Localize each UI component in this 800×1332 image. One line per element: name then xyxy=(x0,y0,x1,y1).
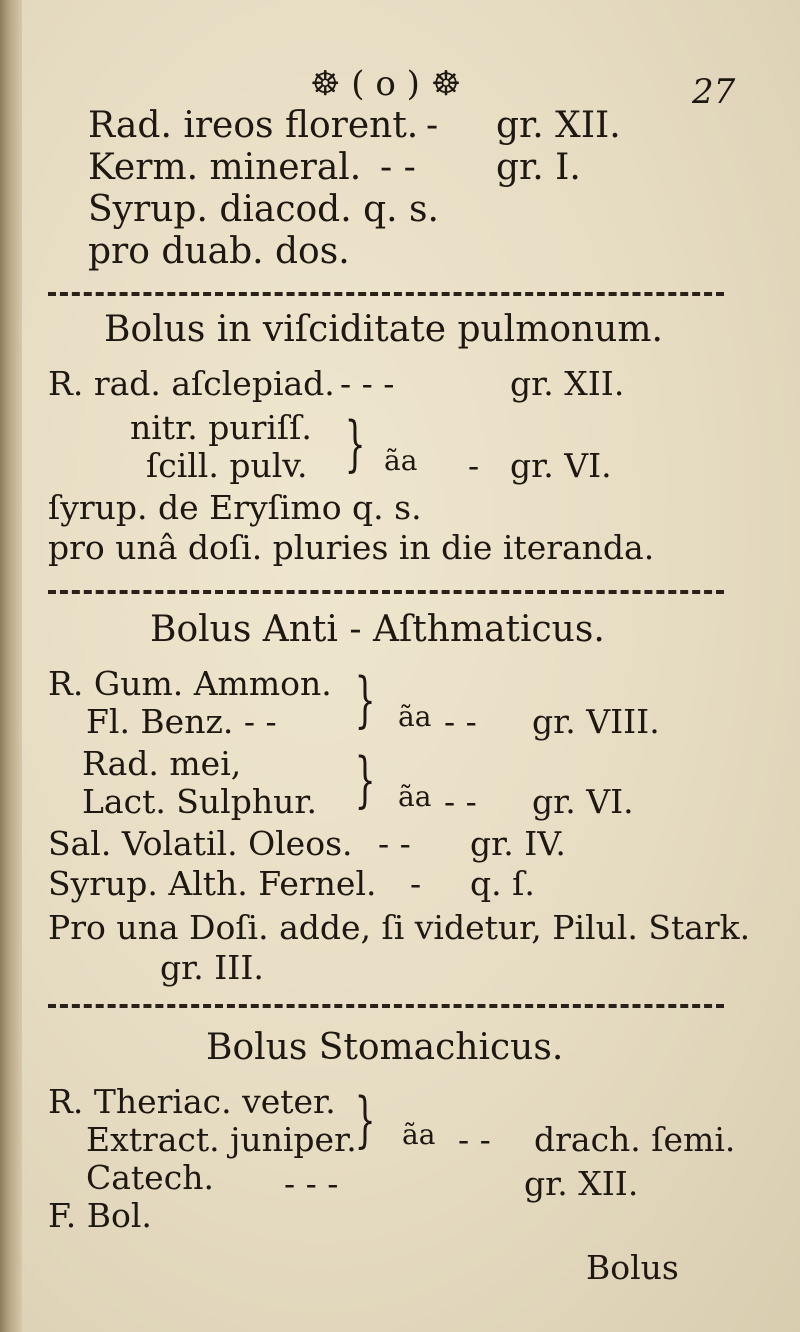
dose-value: gr. XII. xyxy=(496,105,621,146)
recipe-line: R. Theriac. veter. xyxy=(48,1082,336,1121)
dose-dash: - - - xyxy=(340,364,395,403)
dose-value: gr. XII. xyxy=(524,1164,639,1203)
recipe-line: Rad. ireos florent. xyxy=(88,105,419,146)
catchword: Bolus xyxy=(586,1248,679,1287)
recipe-line: Syrup. diacod. q. s. xyxy=(88,189,439,230)
recipe-line: pro unâ doſi. pluries in die iteranda. xyxy=(48,528,655,567)
dose-value: gr. VI. xyxy=(532,782,634,821)
recipe-line: nitr. puriſſ. xyxy=(130,408,312,447)
page-number: 27 xyxy=(692,72,736,112)
dose-value: gr. XII. xyxy=(510,364,625,403)
section-title: Bolus in viſciditate pulmonum. xyxy=(104,309,663,350)
dose-dash: - - xyxy=(378,824,411,863)
section-divider xyxy=(48,590,724,594)
page-binding-edge xyxy=(0,0,22,1332)
dose-dash: - xyxy=(426,105,439,146)
recipe-line: Rad. mei, xyxy=(82,744,242,783)
brace: } xyxy=(354,1085,376,1155)
section-title: Bolus Anti - Aſthmaticus. xyxy=(150,609,605,650)
ana-mark: ãa xyxy=(402,1118,436,1151)
dose-dash: - - xyxy=(380,147,416,188)
recipe-line: ſyrup. de Eryſimo q. s. xyxy=(48,488,422,527)
dose-value: gr. VI. xyxy=(510,446,612,485)
brace: } xyxy=(354,745,376,815)
recipe-line: gr. III. xyxy=(160,948,264,987)
dose-value: q. ſ. xyxy=(470,864,535,903)
recipe-line: F. Bol. xyxy=(48,1196,152,1235)
recipe-line: Sal. Volatil. Oleos. xyxy=(48,824,353,863)
dose-dash: - xyxy=(468,446,480,485)
dose-value: gr. IV. xyxy=(470,824,566,863)
recipe-line: Lact. Sulphur. xyxy=(82,782,317,821)
recipe-line: ſcill. pulv. xyxy=(146,446,308,485)
recipe-line: pro duab. dos. xyxy=(88,231,350,272)
recipe-line: Syrup. Alth. Fernel. xyxy=(48,864,377,903)
recipe-line: R. rad. aſclepiad. xyxy=(48,364,335,403)
section-divider xyxy=(48,292,724,296)
dose-value: gr. I. xyxy=(496,147,581,188)
recipe-line: Kerm. mineral. xyxy=(88,147,362,188)
dose-dash: - - xyxy=(458,1120,491,1159)
dose-dash: - xyxy=(410,864,422,903)
recipe-line: Catech. xyxy=(86,1158,214,1197)
section-divider xyxy=(48,1004,724,1008)
ana-mark: ãa xyxy=(398,780,432,813)
recipe-line: Extract. juniper. xyxy=(86,1120,357,1159)
section-title: Bolus Stomachicus. xyxy=(206,1027,564,1068)
dose-value: drach. ſemi. xyxy=(534,1120,736,1159)
dose-dash: - - xyxy=(444,782,477,821)
recipe-line: Fl. Benz. - - xyxy=(86,702,277,741)
dose-dash: - - - xyxy=(284,1164,339,1203)
dose-value: gr. VIII. xyxy=(532,702,660,741)
recipe-line: Pro una Doſi. adde, ſi videtur, Pilul. Stark. xyxy=(48,908,751,947)
ana-mark: ãa xyxy=(398,700,432,733)
page-header-ornament: ☸ ( o ) ☸ xyxy=(310,64,462,104)
brace: } xyxy=(354,665,376,735)
ana-mark: ãa xyxy=(384,444,418,477)
dose-dash: - - xyxy=(444,702,477,741)
brace: } xyxy=(344,409,366,479)
recipe-line: R. Gum. Ammon. xyxy=(48,664,332,703)
